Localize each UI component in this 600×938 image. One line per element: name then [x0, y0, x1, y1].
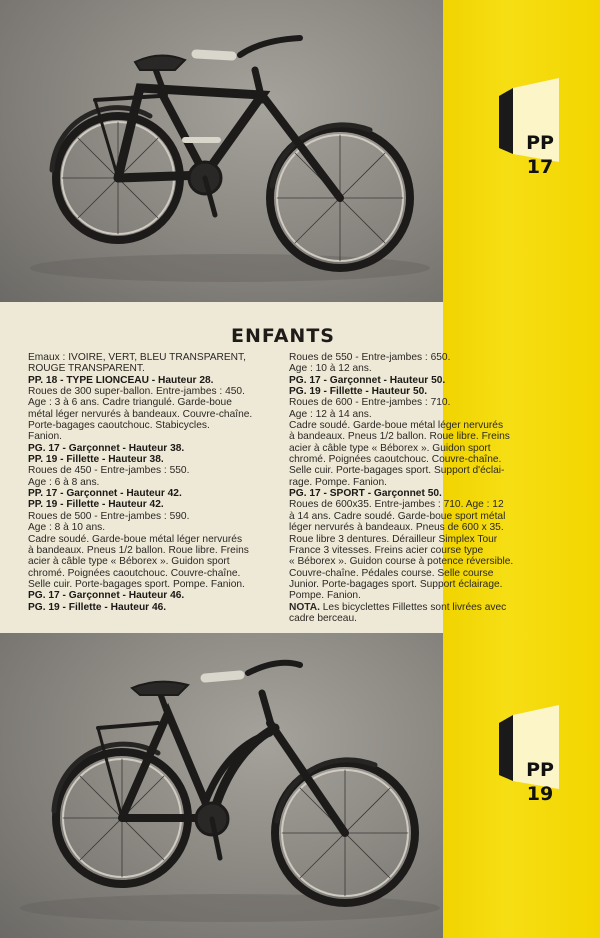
text-line: PG. 17 - Garçonnet - Hauteur 38.: [28, 442, 185, 454]
text-line: rage. Pompe. Fanion.: [289, 476, 387, 488]
text-line: acier à câble type « Béborex ». Guidon sport: [28, 556, 230, 568]
text-line: métal léger nervurés à bandeaux. Couvre-chaîne.: [28, 408, 253, 420]
text-line: France 3 vitesses. Freins acier course type: [289, 544, 484, 556]
photo-boys-bicycle: [0, 0, 443, 302]
text-line: PG. 19 - Fillette - Hauteur 50.: [289, 386, 428, 398]
text-line: acier à câble type « Béborex ». Guidon sport: [289, 442, 491, 454]
model-badge-pp19: [499, 705, 571, 805]
text-line: Couvre-chaîne. Pédales course. Selle course: [289, 567, 494, 579]
left-text-column: [28, 352, 273, 613]
text-line: Roues de 300 super-ballon. Entre-jambes : 450.: [28, 386, 245, 398]
text-line: Roues de 600 - Entre-jambes : 710.: [289, 397, 451, 409]
text-line: PG. 17 - SPORT - Garçonnet 50.: [289, 488, 442, 500]
text-line: Cadre soudé. Garde-boue métal léger nervurés: [28, 533, 243, 545]
text-line: PP. 19 - Fillette - Hauteur 38.: [28, 454, 164, 466]
text-line: Roues de 450 - Entre-jambes : 550.: [28, 465, 190, 477]
text-line: PP. 19 - Fillette - Hauteur 42.: [28, 499, 164, 511]
text-line: Age : 12 à 14 ans.: [289, 408, 372, 420]
text-line: PG. 19 - Fillette - Hauteur 46.: [28, 601, 167, 613]
text-line: « Béborex ». Guidon course à potence réversible.: [289, 556, 514, 568]
badge-pp17-line2: 17: [526, 156, 554, 178]
badge-pp17-line1: PP: [526, 132, 554, 154]
text-line: Age : 10 à 12 ans.: [289, 363, 372, 375]
text-line: Roue libre 3 dentures. Dérailleur Simplex Tour: [289, 533, 498, 545]
text-line: chromé. Poignées caoutchouc. Couvre-chaîne.: [28, 567, 241, 579]
badge-pp19-line1: PP: [526, 759, 554, 781]
text-line: Emaux : IVOIRE, VERT, BLEU TRANSPARENT,: [28, 352, 246, 363]
text-line: Roues de 500 - Entre-jambes : 590.: [28, 510, 190, 522]
text-line: Cadre soudé. Garde-boue métal léger nervurés: [289, 420, 504, 432]
text-line: à bandeaux. Pneus 1/2 ballon. Roue libre. Freins: [28, 544, 249, 556]
text-line: Junior. Porte-bagages sport. Support éclairage.: [289, 578, 503, 590]
text-line: Age : 3 à 6 ans. Cadre triangulé. Garde-boue: [28, 397, 232, 409]
text-line: ROUGE TRANSPARENT.: [28, 363, 145, 375]
text-line: PG. 17 - Garçonnet - Hauteur 46.: [28, 590, 185, 602]
text-line: Pompe. Fanion.: [289, 590, 361, 602]
text-line: Age : 8 à 10 ans.: [28, 522, 106, 534]
text-line: Porte-bagages caoutchouc. Stabicycles.: [28, 420, 210, 432]
section-heading: ENFANTS: [231, 325, 335, 347]
text-line: Fanion.: [28, 431, 62, 443]
text-line: à bandeaux. Pneus 1/2 ballon. Roue libre. Freins: [289, 431, 510, 443]
girls-bicycle-illustration: [0, 633, 443, 938]
text-line: PP. 17 - Garçonnet - Hauteur 42.: [28, 488, 182, 500]
text-line: cadre berceau.: [289, 612, 357, 624]
badge-pp19-line2: 19: [526, 783, 554, 805]
model-badge-pp17: [499, 78, 571, 178]
photo-girls-bicycle: [0, 633, 443, 938]
text-line: Selle cuir. Porte-bagages sport. Pompe. Fanion.: [28, 578, 245, 590]
text-line: PG. 17 - Garçonnet - Hauteur 50.: [289, 374, 446, 386]
text-line: NOTA. Les bicyclettes Fillettes sont livrées avec: [289, 601, 507, 613]
text-line: léger nervurés à bandeaux. Pneus de 600 x 35.: [289, 522, 504, 534]
text-line: Age : 6 à 8 ans.: [28, 476, 100, 488]
text-line: Roues de 550 - Entre-jambes : 650.: [289, 352, 451, 363]
text-line: Selle cuir. Porte-bagages sport. Support d'éclai-: [289, 465, 505, 477]
text-line: Roues de 600x35. Entre-jambes : 710. Age : 12: [289, 499, 504, 511]
text-line: chromé. Poignées caoutchouc. Couvre-chaîne.: [289, 454, 502, 466]
boys-bicycle-illustration: [0, 0, 443, 302]
text-line: à 14 ans. Cadre soudé. Garde-boue sport métal: [289, 510, 506, 522]
right-text-column: [289, 352, 537, 624]
text-line: PP. 18 - TYPE LIONCEAU - Hauteur 28.: [28, 374, 214, 386]
